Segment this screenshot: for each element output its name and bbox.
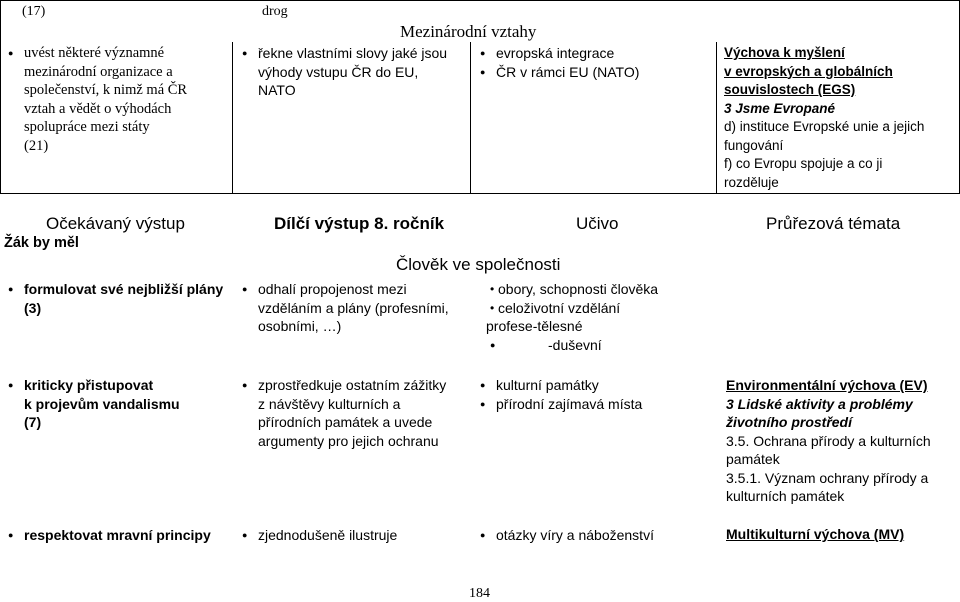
partial-item: ● odhalí propojenost mezi vzděláním a plány (profesními, osobními, …): [238, 280, 470, 336]
header-content: Učivo: [576, 214, 619, 233]
top-content-list: [476, 44, 712, 81]
top-outcome-list: [4, 44, 230, 155]
content-item: • obory, schopnosti člověka: [486, 280, 716, 299]
header-outcome: Očekávaný výstup: [46, 214, 185, 233]
row3-partial: [238, 526, 470, 545]
row1-content: [486, 280, 716, 354]
section-number: (17): [22, 4, 46, 19]
header-partial: Dílčí výstup 8. ročník: [274, 214, 445, 233]
top-content-item: ● evropská integrace: [476, 44, 712, 63]
row3-outcome: [4, 526, 232, 545]
row2-partial: [238, 376, 470, 450]
content-item: ● přírodní zajímavá místa: [476, 395, 712, 414]
theme-title: Výchova k myšlení: [724, 45, 845, 60]
content-item: ● kulturní památky: [476, 376, 712, 395]
content-extra: profese-tělesné: [486, 318, 583, 334]
partial-item: ● zjednodušeně ilustruje: [238, 526, 470, 545]
row2-content: [476, 376, 712, 413]
row2-themes: Environmentální výchova (EV) 3 Lidské aktivity a problémy životního prostředí 3.5. Ochrana přírody a kulturních památek 3.5.1. Význam ochrany přírody a kulturních památek: [726, 376, 958, 506]
row2-outcome: [4, 376, 232, 432]
section-subject: drog: [262, 4, 288, 19]
theme-title: v evropských a globálních: [724, 63, 893, 79]
outcome-item: ● formulovat své nejbližší plány (3): [4, 280, 232, 317]
content-item: ● otázky víry a náboženství: [476, 526, 712, 545]
page-number: 184: [469, 586, 490, 601]
header-student: Žák by měl: [4, 235, 79, 251]
theme-topic: 3 Jsme Evropané: [724, 100, 836, 116]
top-themes: Výchova k myšlení v evropských a globálních souvislostech (EGS) 3 Jsme Evropané d) instituce Evropské unie a jejich fungování f) co Evropu spojuje a co ji rozděluje: [724, 44, 956, 192]
section-title: Mezinárodní vztahy: [400, 22, 537, 41]
section-heading: Člověk ve společnosti: [396, 255, 561, 274]
partial-item: ● zprostředkuje ostatním zážitky z návštěvy kulturních a přírodních památek a uvede argumenty pro jejich ochranu: [238, 376, 470, 450]
outcome-item: ● respektovat mravní principy: [4, 526, 232, 545]
top-outcome-item: ● uvést některé významné mezinárodní organizace a společenství, k nimž má ČR vztah a vědět o výhodách spolupráce mezi státy (21): [4, 44, 230, 155]
row3-content: [476, 526, 712, 545]
outcome-item: ● kriticky přistupovat k projevům vandalismu (7): [4, 376, 232, 432]
top-partial-list: [238, 44, 468, 100]
theme-title: Environmentální výchova (EV): [726, 377, 928, 393]
top-content-item: ● ČR v rámci EU (NATO): [476, 63, 712, 82]
content-item: • celoživotní vzdělání: [486, 299, 716, 318]
row1-partial: [238, 280, 470, 336]
content-item: ● -duševní: [486, 336, 716, 355]
row1-outcome: [4, 280, 232, 317]
theme-title: Multikulturní výchova (MV): [726, 526, 905, 542]
top-partial-item: ● řekne vlastními slovy jaké jsou výhody vstupu ČR do EU, NATO: [238, 44, 468, 100]
header-themes: Průřezová témata: [766, 214, 901, 233]
theme-title: souvislostech (EGS): [724, 82, 856, 97]
